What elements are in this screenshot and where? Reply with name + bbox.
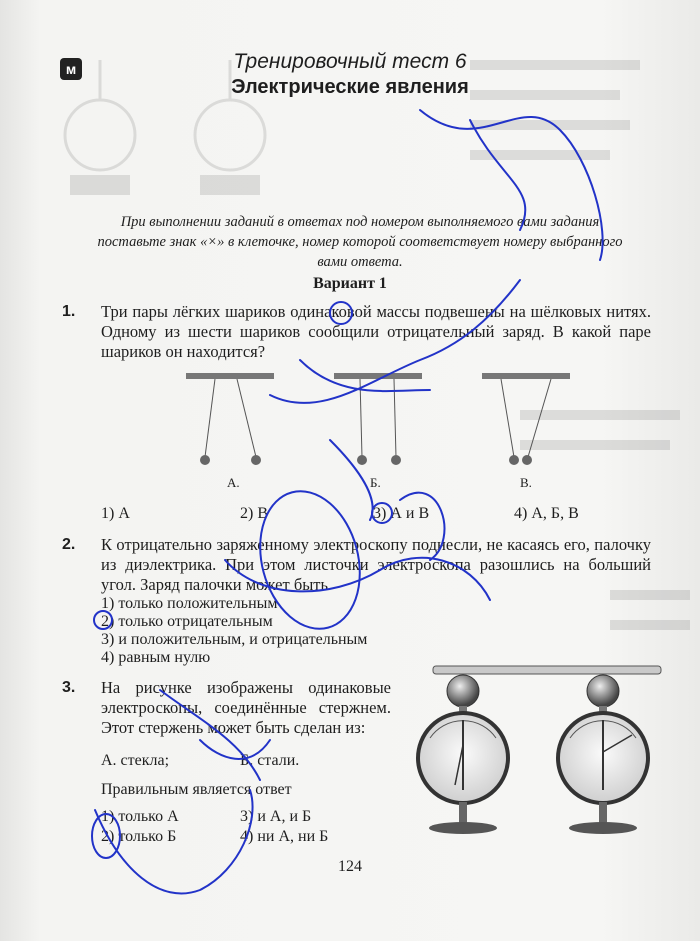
q3-option-3[interactable]: 3) и А, и Б [240, 808, 312, 825]
q3-option-4[interactable]: 4) ни А, ни Б [240, 828, 329, 845]
q3-option-1[interactable]: 1) только А [101, 808, 179, 825]
q3-option-2[interactable]: 2) только Б [101, 828, 177, 845]
q2-option-1[interactable]: 1) только положительным [101, 595, 278, 612]
q3-choice-b: Б. стали. [240, 752, 300, 769]
q1-option-3[interactable]: 3) А и В [373, 505, 430, 522]
caption-c: В. [520, 475, 532, 490]
caption-b: Б. [370, 475, 381, 490]
caption-a: А. [227, 475, 240, 490]
test-title: Тренировочный тест 6 [233, 50, 467, 73]
topic-title: Электрические явления [231, 76, 469, 98]
publisher-logo-icon: м [60, 58, 82, 80]
q1-option-4[interactable]: 4) А, Б, В [514, 505, 579, 522]
question-3-text: На рисунке изображены одинаковые электроскопы, соединённые стержнем. Этот стержень может быть сделан из: [101, 678, 391, 737]
question-1-number: 1. [62, 303, 76, 320]
q2-option-4[interactable]: 4) равным нулю [101, 649, 211, 666]
page-number: 124 [338, 858, 362, 875]
question-2-number: 2. [62, 536, 76, 553]
connecting-rod [433, 666, 661, 674]
q2-option-2[interactable]: 2) только отрицательным [101, 613, 273, 630]
variant-heading: Вариант 1 [313, 275, 387, 292]
question-3-number: 3. [62, 679, 76, 696]
q1-option-1[interactable]: 1) А [101, 505, 130, 522]
instruction-text: При выполнении заданий в ответах под номером выполняемого вами задания поставьте знак «×» в клеточке, номер которой соответствует номеру выбранного вами ответа. [97, 214, 623, 270]
q3-prompt: Правильным является ответ [101, 781, 292, 798]
question-2-text: К отрицательно заряженному электроскопу поднесли, не касаясь его, палочку из диэлектрика. При этом листочки электроскопа разошлись на больший угол. Заряд палочки может быть [101, 535, 651, 594]
question-1-text: Три пары лёгких шариков одинаковой массы подвешены на шёлковых нитях. Одному из шести шариков сообщили отрицательный заряд. В какой паре шариков он находится? [101, 302, 651, 361]
q3-choice-a: А. стекла; [101, 752, 170, 769]
q1-option-2[interactable]: 2) В [240, 505, 268, 522]
q2-option-3[interactable]: 3) и положительным, и отрицательным [101, 631, 368, 648]
